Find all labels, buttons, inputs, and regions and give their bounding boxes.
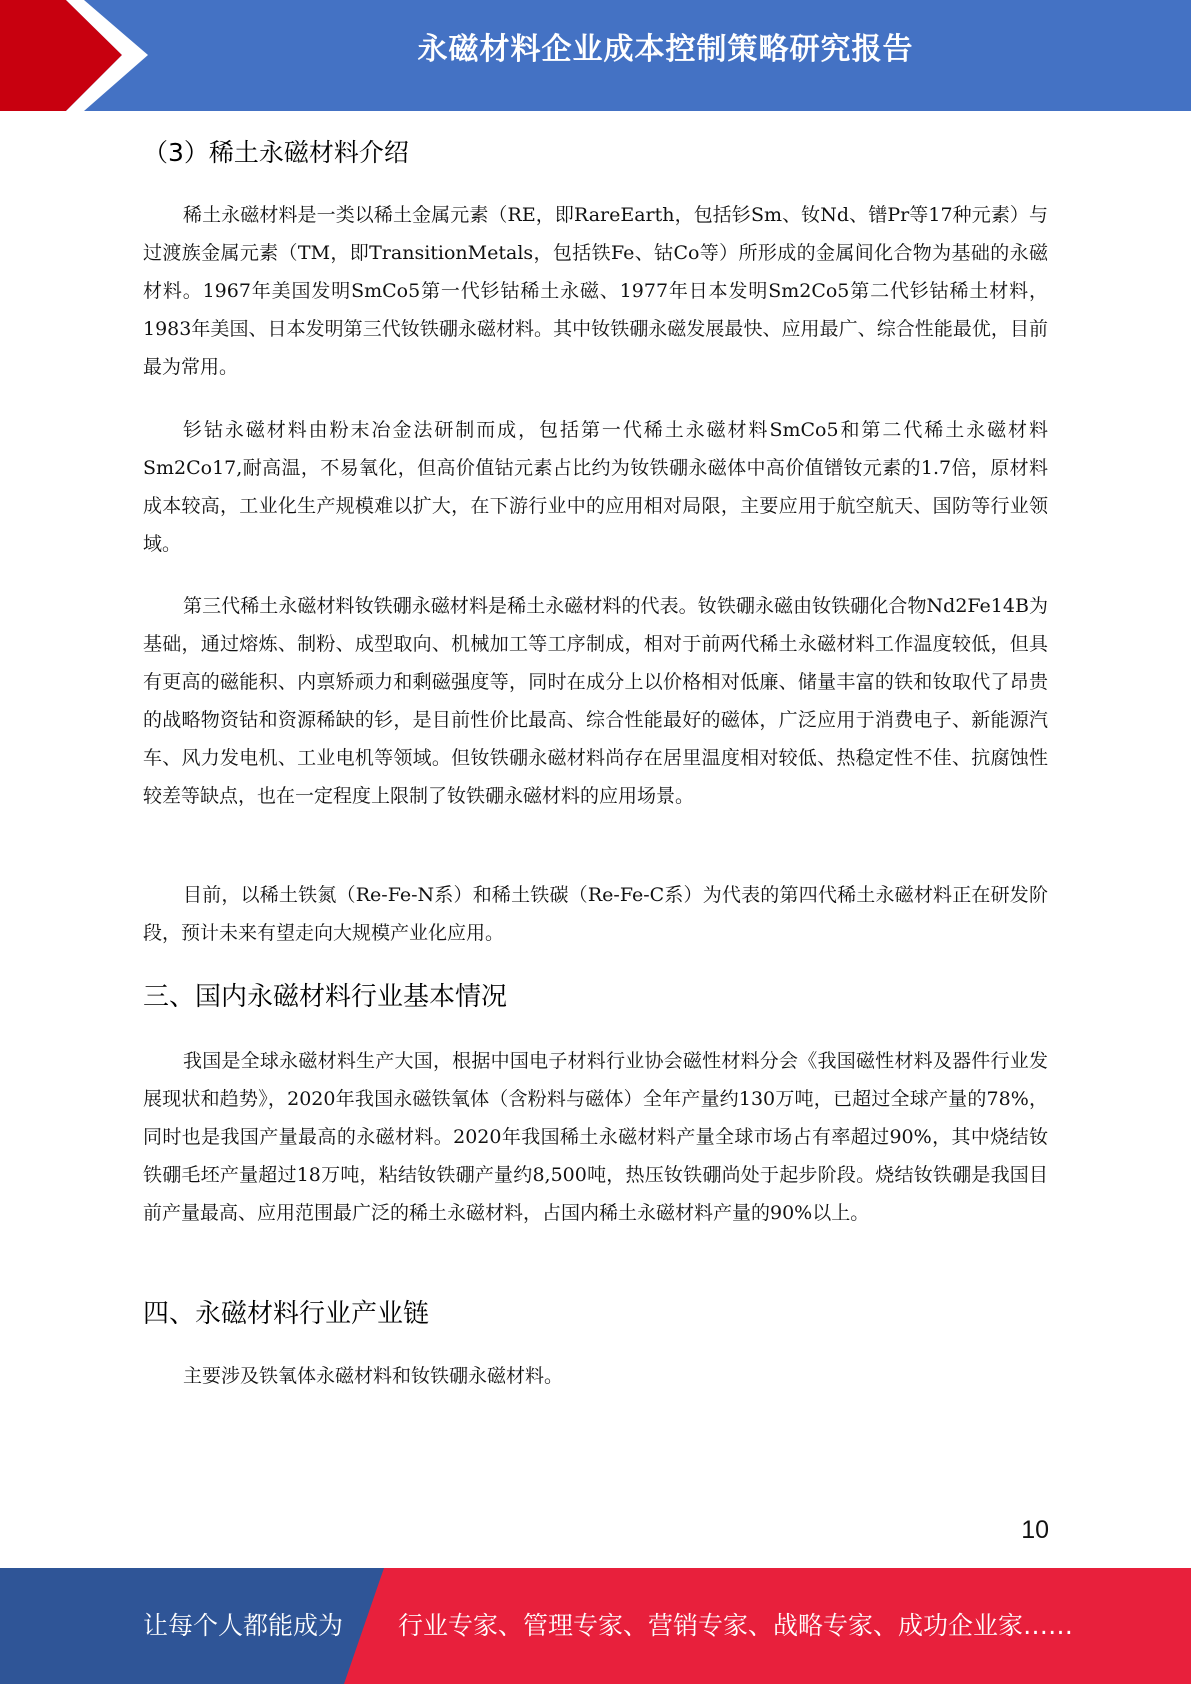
paragraph: 第三代稀土永磁材料钕铁硼永磁材料是稀土永磁材料的代表。钕铁硼永磁由钕铁硼化合物Nd2Fe14B为基础，通过熔炼、制粉、成型取向、机械加工等工序制成，相对于前两代稀土永磁材料工作温度较低，但具有更高的磁能积、内禀矫顽力和剩磁强度等，同时在成分上以价格相对低廉、储量丰富的铁和钕取代了昂贵的战略物资钴和资源稀缺的钐，是目前性价比最高、综合性能最好的磁体，广泛应用于消费电子、新能源汽车、风力发电机、工业电机等领域。但钕铁硼永磁材料尚存在居里温度相对较低、热稳定性不佳、抗腐蚀性较差等缺点，也在一定程度上限制了钕铁硼永磁材料的应用场景。 (143, 595, 1048, 807)
page-number: 10 (1021, 1516, 1049, 1544)
section-heading-domestic-industry: 三、国内永磁材料行业基本情况 (143, 982, 508, 1012)
page-header (0, 0, 1191, 111)
section-heading-rare-earth: （3）稀土永磁材料介绍 (143, 138, 409, 167)
paragraph: 稀土永磁材料是一类以稀土金属元素（RE，即RareEarth，包括钐Sm、钕Nd、镨Pr等17种元素）与过渡族金属元素（TM，即TransitionMetals，包括铁Fe、钴Co等）所形成的金属间化合物为基础的永磁材料。1967年美国发明SmCo5第一代钐钴稀土永磁、1977年日本发明Sm2Co5第二代钐钴稀土材料，1983年美国、日本发明第三代钕铁硼永磁材料。其中钕铁硼永磁发展最快、应用最广、综合性能最优，目前最为常用。 (143, 204, 1048, 378)
footer-slogan-right: 行业专家、管理专家、营销专家、战略专家、成功企业家…… (398, 1611, 1074, 1640)
page-footer (0, 1568, 1191, 1684)
paragraph: 我国是全球永磁材料生产大国，根据中国电子材料行业协会磁性材料分会《我国磁性材料及器件行业发展现状和趋势》，2020年我国永磁铁氧体（含粉料与磁体）全年产量约130万吨，已超过全球产量的78%，同时也是我国产量最高的永磁材料。2020年我国稀土永磁材料产量全球市场占有率超过90%，其中烧结钕铁硼毛坯产量超过18万吨，粘结钕铁硼产量约8,500吨，热压钕铁硼尚处于起步阶段。烧结钕铁硼是我国目前产量最高、应用范围最广泛的稀土永磁材料，占国内稀土永磁材料产量的90%以上。 (143, 1050, 1048, 1224)
report-title: 永磁材料企业成本控制策略研究报告 (417, 32, 914, 67)
section-heading-industry-chain: 四、永磁材料行业产业链 (143, 1299, 430, 1329)
paragraph: 钐钴永磁材料由粉末冶金法研制而成，包括第一代稀土永磁材料SmCo5和第二代稀土永磁材料Sm2Co17,耐高温，不易氧化，但高价值钴元素占比约为钕铁硼永磁体中高价值镨钕元素的1.7倍，原材料成本较高，工业化生产规模难以扩大，在下游行业中的应用相对局限，主要应用于航空航天、国防等行业领域。 (143, 419, 1048, 555)
paragraph: 目前，以稀土铁氮（Re-Fe-N系）和稀土铁碳（Re-Fe-C系）为代表的第四代稀土永磁材料正在研发阶段，预计未来有望走向大规模产业化应用。 (143, 884, 1048, 944)
footer-slogan-left: 让每个人都能成为 (143, 1611, 344, 1640)
paragraph: 主要涉及铁氧体永磁材料和钕铁硼永磁材料。 (183, 1365, 564, 1387)
